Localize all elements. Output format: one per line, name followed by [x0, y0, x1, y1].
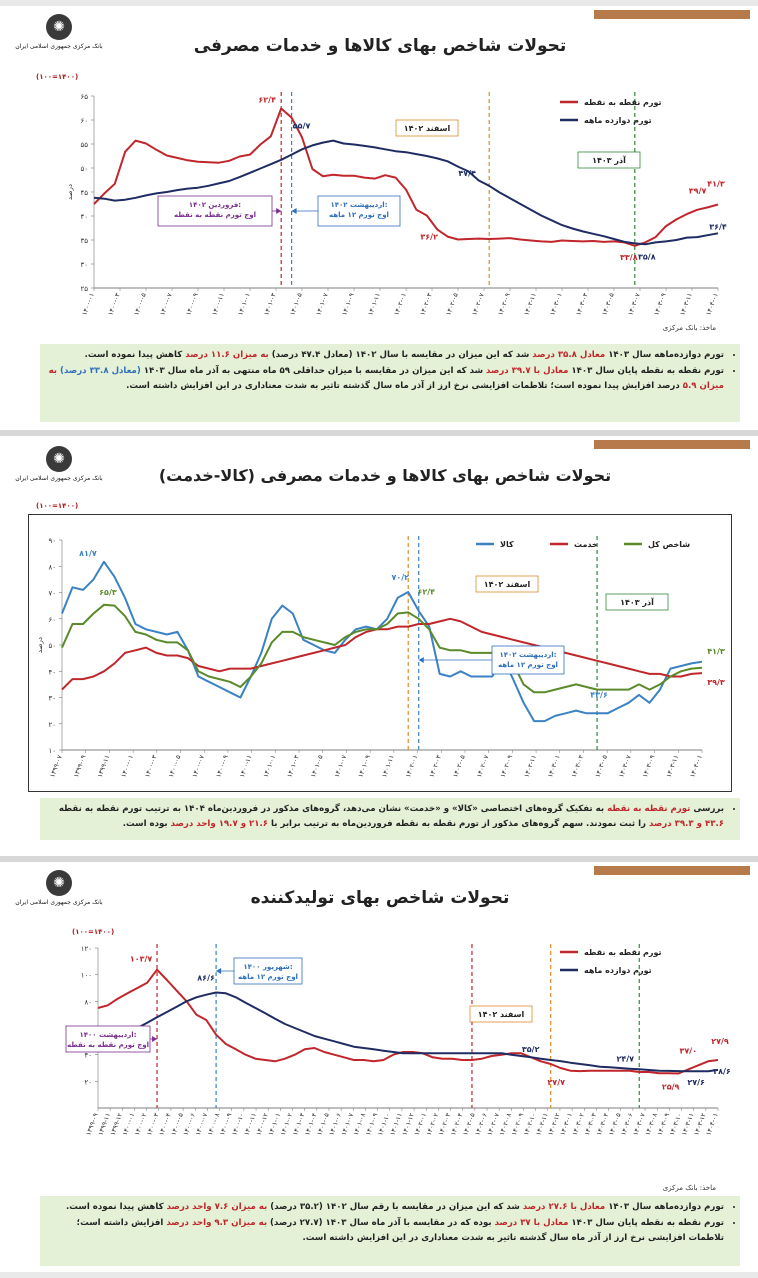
summary-text: کاهش پیدا نموده است.: [66, 1202, 167, 1212]
summary-text: تورم نقطه به نقطه: [607, 804, 691, 814]
summary-text: شد که این میزان در مقایسه با رقم سال ۱۴۰۲ (۳۵.۲ درصد): [267, 1202, 523, 1212]
data-label: ۴۱/۳: [707, 646, 725, 656]
data-label: ۸۱/۷: [79, 548, 97, 558]
x-tick-label: ۱۴۰۱-۰۹: [340, 291, 356, 317]
y-tick-label: ۲۵: [80, 285, 88, 293]
x-tick-label: ۱۴۰۳-۰۱: [548, 291, 564, 317]
callout-arrowhead: [216, 968, 221, 974]
summary-text: معادل با ۳۷ درصد: [494, 1218, 569, 1228]
x-tick-label: ۱۴۰۱-۰۵: [309, 753, 325, 779]
y-tick-label: ۷۰: [48, 589, 56, 598]
x-tick-label: ۱۳۹۹-۰۷: [48, 753, 64, 779]
emblem-icon: ✺: [46, 14, 72, 40]
summary-bullet: [48, 348, 724, 363]
x-tick-label: ۱۴۰۳-۰۳: [569, 753, 586, 779]
x-tick-label: ۱۴۰۰-۰۹: [184, 291, 200, 317]
summary-text: تورم دوازده‌ماهه سال ۱۴۰۳: [605, 350, 724, 360]
x-tick-label: ۱۴۰۴-۰۱: [688, 753, 704, 779]
x-tick-label: ۱۴۰۰-۱۲: [254, 1111, 271, 1137]
bank-logo: [14, 870, 104, 906]
data-label: ۶۲/۴: [417, 587, 436, 597]
x-tick-label: ۱۴۰۰-۰۳: [106, 291, 122, 317]
legend-label: تورم دوازده ماهه: [584, 966, 652, 975]
x-tick-label: ۱۴۰۴-۰۱: [704, 291, 720, 317]
x-tick-label: ۱۴۰۳-۱۱: [680, 1111, 696, 1137]
x-tick-label: ۱۴۰۳-۰۹: [655, 1111, 672, 1137]
callout-arrowhead: [419, 657, 424, 663]
x-tick-label: ۱۴۰۲-۰۹: [509, 1111, 526, 1137]
callout-arrowhead: [292, 208, 297, 214]
source-note: ماخذ: بانک مرکزی: [662, 1184, 716, 1192]
page-title: تحولات شاخص بهای تولیدکننده: [250, 888, 510, 908]
bank-name: بانک مرکزی جمهوری اسلامی ایران: [15, 43, 103, 50]
x-tick-label: ۱۴۰۱-۰۱: [266, 1111, 283, 1137]
data-label: ۱۰۳/۷: [129, 954, 153, 964]
x-tick-label: ۱۳۹۹-۰۹: [72, 753, 88, 779]
x-tick-label: ۱۴۰۱-۰۳: [285, 753, 301, 779]
y-tick-label: ۶۵: [80, 93, 88, 101]
data-label: ۴۷/۴: [458, 168, 476, 178]
data-label: ۳۵/۸: [638, 252, 656, 262]
x-tick-label: ۱۴۰۳-۰۴: [594, 1111, 611, 1137]
data-label: ۲۷/۷: [547, 1078, 566, 1088]
x-tick-label: ۱۴۰۰-۰۷: [158, 291, 174, 317]
x-tick-label: ۱۴۰۱-۰۵: [288, 291, 304, 317]
x-tick-label: ۱۴۰۳-۱۲: [692, 1111, 708, 1137]
x-tick-label: ۱۴۰۲-۰۷: [475, 753, 491, 779]
summary-text: تورم نقطه به نقطه پایان سال ۱۴۰۳: [568, 366, 724, 376]
y-tick-label: ۹۰: [48, 537, 56, 545]
callout-text: اردیبهشت ۱۴۰۲:: [330, 201, 388, 209]
x-tick-label: ۱۴۰۲-۰۶: [473, 1111, 489, 1137]
data-label: ۶۵/۳: [99, 587, 117, 597]
x-tick-label: ۱۴۰۲-۱۱: [534, 1111, 550, 1137]
summary-text: را ثبت نمودند. سهم گروه‌های مذکور از تورم نقطه به نقطه فروردین‌ماه به ترتیب برابر با: [268, 819, 650, 829]
data-label: ۲۷/۹: [711, 1037, 729, 1046]
callout-text: اردیبهشت ۱۴۰۰:: [79, 1031, 137, 1039]
y-tick-label: ۴۰: [84, 1051, 92, 1060]
y-axis-label: درصد: [36, 636, 44, 654]
index-base-label: (۱۰۰=۱۴۰۰): [36, 73, 79, 81]
summary-text: شد که این میزان در مقایسه با میزان حداقلی ۵۹ ماه منتهی به آذر ماه سال ۱۴۰۳: [140, 366, 487, 376]
x-tick-label: ۱۴۰۲-۰۷: [470, 291, 486, 317]
event-label: آذر ۱۴۰۳: [620, 598, 654, 607]
x-tick-label: ۱۴۰۳-۰۵: [593, 753, 610, 779]
legend-label: کالا: [500, 540, 514, 549]
x-tick-label: ۱۴۰۲-۰۵: [451, 753, 467, 779]
summary-text: درصد افزایش پیدا نموده است؛ تلاطمات افزایشی نرخ ارز از آذر ماه سال گذشته تاثیر به شدت معناداری در این افزایش داشته است.: [126, 381, 683, 391]
data-label: ۳۶/۲: [420, 232, 438, 242]
x-tick-label: ۱۴۰۰-۰۴: [157, 1111, 173, 1137]
callout-text: اوج تورم نقطه به نقطه: [173, 211, 257, 219]
summary-text: بوده است.: [122, 819, 171, 829]
y-axis-label: درصد: [66, 183, 74, 201]
data-label: ۴۱/۳: [707, 179, 725, 189]
callout-text: شهریور ۱۴۰۰:: [243, 963, 293, 971]
x-tick-label: ۱۴۰۱-۰۴: [303, 1111, 319, 1137]
y-tick-label: ۱۰۰: [80, 971, 92, 980]
slide-cpi-goods-services: [0, 436, 758, 856]
summary-text: کاهش پیدا نموده است.: [84, 350, 186, 360]
y-tick-label: ۳۵: [80, 237, 88, 245]
summary-text: ۲۱.۶ و ۱۹.۷ واحد درصد: [170, 819, 269, 829]
y-tick-label: ۵۵: [80, 141, 88, 149]
x-tick-label: ۱۴۰۲-۰۲: [424, 1111, 441, 1137]
x-tick-label: ۱۴۰۰-۰۷: [193, 1111, 210, 1137]
x-tick-label: ۱۴۰۱-۱۱: [366, 291, 382, 317]
index-base-label: (۱۰۰=۱۴۰۰): [72, 928, 115, 936]
summary-text: شد که این میزان در مقایسه با سال ۱۴۰۲ (معادل ۴۷.۴ درصد): [268, 350, 533, 360]
x-tick-label: ۱۴۰۱-۰۹: [364, 1111, 380, 1137]
x-tick-label: ۱۴۰۰-۰۶: [181, 1111, 198, 1137]
data-label: ۳۵/۲: [521, 1045, 540, 1054]
x-tick-label: ۱۴۰۳-۰۳: [582, 1111, 599, 1137]
x-tick-label: ۱۴۰۳-۰۵: [600, 291, 616, 317]
x-tick-label: ۱۴۰۲-۰۷: [485, 1111, 502, 1137]
emblem-icon: ✺: [46, 870, 72, 896]
x-tick-label: ۱۴۰۰-۱۱: [210, 291, 226, 317]
x-tick-label: ۱۴۰۱-۰۷: [314, 291, 330, 317]
x-tick-label: ۱۴۰۲-۰۳: [418, 291, 434, 317]
x-tick-label: ۱۴۰۳-۰۱: [558, 1111, 574, 1137]
series-line-2: [62, 605, 702, 693]
page-title: تحولات شاخص بهای کالاها و خدمات مصرفی: [193, 36, 567, 56]
slide-ppi: [0, 862, 758, 1272]
x-tick-label: ۱۴۰۰-۰۱: [120, 1111, 137, 1137]
x-tick-label: ۱۴۰۳-۰۹: [640, 753, 657, 779]
summary-text: افزایش داشته است؛ تلاطمات افزایشی نرخ ارز از آذر ماه سال گذشته تاثیر به شدت معناداری در این افزایش داشته است.: [76, 1218, 724, 1243]
summary-bullet: [48, 364, 724, 394]
x-tick-label: ۱۴۰۱-۰۳: [262, 291, 278, 317]
x-tick-label: ۱۴۰۲-۰۱: [412, 1111, 429, 1137]
series-line-1: [62, 619, 702, 690]
index-base-label: (۱۰۰=۱۴۰۰): [36, 502, 79, 510]
x-tick-label: ۱۴۰۰-۰۸: [205, 1111, 222, 1137]
summary-box: [40, 1196, 740, 1266]
x-tick-label: ۱۴۰۰-۰۱: [80, 291, 96, 317]
y-tick-label: ۳۰: [48, 694, 56, 703]
summary-text: (معادل ۳۳.۸ درصد): [60, 366, 141, 376]
x-tick-label: ۱۴۰۳-۰۷: [617, 753, 633, 779]
x-tick-label: ۱۴۰۱-۰۲: [278, 1111, 295, 1137]
x-tick-label: ۱۴۰۲-۱۱: [522, 753, 538, 779]
x-tick-label: ۱۴۰۰-۰۹: [214, 753, 230, 779]
y-tick-label: ۲۰: [84, 1078, 92, 1087]
summary-bullet: [48, 1216, 724, 1246]
x-tick-label: ۱۴۰۱-۰۷: [339, 1111, 356, 1137]
x-tick-label: ۱۴۰۱-۰۳: [291, 1111, 307, 1137]
x-tick-label: ۱۴۰۲-۰۸: [497, 1111, 514, 1137]
summary-text: به میزان ۱۱.۶ درصد: [185, 350, 269, 360]
data-label: ۶۲/۴: [258, 95, 276, 105]
x-tick-label: ۱۴۰۲-۱۱: [522, 291, 538, 317]
data-label: ۸۶/۶: [197, 973, 215, 983]
summary-text: ۴۳.۶ و ۳۹.۳ درصد: [649, 819, 724, 829]
summary-text: بوده که در مقایسه با آذر ماه سال ۱۴۰۳ (۲۷.۷ درصد): [267, 1218, 495, 1228]
callout-arrowhead: [276, 208, 281, 214]
data-label: ۷۰/۲: [391, 572, 410, 582]
callout-text: اوج تورم ۱۲ ماهه: [329, 211, 389, 219]
y-tick-label: ۵۰: [80, 165, 88, 173]
summary-box: [40, 344, 740, 422]
legend-label: تورم نقطه به نقطه: [584, 948, 662, 957]
callout-text: اوج تورم ۱۲ ماهه: [498, 661, 558, 669]
x-tick-label: ۱۴۰۰-۰۲: [133, 1111, 149, 1137]
legend-label: تورم نقطه به نقطه: [584, 98, 662, 107]
x-tick-label: ۱۴۰۱-۰۹: [356, 753, 373, 779]
summary-text: معادل با ۳۹.۷ درصد: [486, 366, 569, 376]
callout-arrowhead: [152, 1036, 157, 1042]
x-tick-label: ۱۴۰۰-۰۵: [169, 1111, 185, 1137]
x-tick-label: ۱۴۰۳-۰۶: [619, 1111, 635, 1137]
summary-text: تورم دوازده‌ماهه سال ۱۴۰۳: [605, 1202, 724, 1212]
x-tick-label: ۱۴۰۰-۰۷: [190, 753, 207, 779]
summary-text: به تفکیک گروه‌های اختصاصی «کالا» و «خدمت» نشان می‌دهد، گروه‌های مذکور در فروردین‌ماه ۱۴۰۴ به ترتیب تورم نقطه به نقطه: [58, 804, 608, 814]
x-tick-label: ۱۴۰۱-۰۶: [327, 1111, 344, 1137]
page-title: تحولات شاخص بهای کالاها و خدمات مصرفی (کالا-خدمت): [158, 466, 612, 485]
x-tick-label: ۱۴۰۲-۰۳: [436, 1111, 453, 1137]
legend-label: شاخص کل: [648, 540, 691, 549]
data-label: ۲۵/۹: [661, 1082, 680, 1092]
y-tick-label: ۸۰: [48, 563, 56, 572]
x-tick-label: ۱۴۰۰-۱۱: [238, 753, 254, 779]
legend-label: خدمت: [574, 540, 598, 549]
x-tick-label: ۱۴۰۲-۰۵: [461, 1111, 477, 1137]
x-tick-label: ۱۴۰۲-۰۱: [392, 291, 408, 317]
callout-text: اوج تورم ۱۲ ماهه: [238, 973, 298, 981]
summary-text: معادل با ۲۷.۶ درصد: [522, 1202, 606, 1212]
decor-strip: [594, 440, 750, 449]
callout-text: فروردین ۱۴۰۲:: [188, 201, 242, 209]
event-label: آذر ۱۴۰۳: [592, 156, 626, 165]
x-tick-label: ۱۴۰۲-۱۰: [522, 1111, 538, 1137]
x-tick-label: ۱۴۰۱-۱۱: [380, 753, 396, 779]
data-label: ۵۵/۷: [292, 121, 311, 131]
y-tick-label: ۶۰: [48, 615, 56, 624]
x-tick-label: ۱۴۰۳-۰۷: [626, 291, 642, 317]
x-tick-label: ۱۴۰۳-۰۹: [652, 291, 668, 317]
x-tick-label: ۱۴۰۰-۰۳: [145, 1111, 161, 1137]
x-tick-label: ۱۴۰۳-۰۵: [607, 1111, 623, 1137]
event-label: اسفند ۱۴۰۲: [477, 1010, 525, 1019]
data-label: ۳۳/۸: [620, 252, 638, 262]
summary-text: به میزان ۷.۶ واحد درصد: [166, 1202, 268, 1212]
x-tick-label: ۱۴۰۲-۰۳: [427, 753, 444, 779]
x-tick-label: ۱۴۰۴-۰۱: [704, 1111, 720, 1137]
x-tick-label: ۱۴۰۱-۰۱: [261, 753, 278, 779]
slide-cpi-overview: [0, 6, 758, 430]
summary-text: به میزان ۹.۳ واحد درصد: [166, 1218, 268, 1228]
data-label: ۳۶/۴: [709, 222, 727, 232]
x-tick-label: ۱۴۰۱-۰۸: [351, 1111, 368, 1137]
y-tick-label: ۴۵: [80, 189, 88, 197]
x-tick-label: ۱۴۰۲-۰۱: [403, 753, 420, 779]
x-tick-label: ۱۴۰۰-۱۱: [242, 1111, 258, 1137]
x-tick-label: ۱۴۰۱-۰۵: [315, 1111, 331, 1137]
x-tick-label: ۱۴۰۰-۰۵: [132, 291, 148, 317]
y-tick-label: ۱۰: [48, 747, 56, 755]
y-tick-label: ۳۰: [80, 261, 88, 269]
callout-text: اوج تورم نقطه به نقطه: [66, 1041, 150, 1049]
bank-name: بانک مرکزی جمهوری اسلامی ایران: [15, 899, 103, 906]
summary-text: بررسی: [690, 804, 724, 814]
x-tick-label: ۱۴۰۳-۰۷: [631, 1111, 647, 1137]
x-tick-label: ۱۳۹۹-۱۱: [95, 753, 112, 779]
x-tick-label: ۱۴۰۰-۱۰: [230, 1111, 246, 1137]
x-tick-label: ۱۴۰۰-۰۱: [119, 753, 135, 779]
x-tick-label: ۱۴۰۲-۱۲: [546, 1111, 562, 1137]
decor-strip: [594, 10, 750, 19]
x-tick-label: ۱۴۰۱-۱۲: [400, 1111, 416, 1137]
y-tick-label: ۱۲۰: [80, 945, 92, 953]
x-tick-label: ۱۴۰۳-۰۲: [570, 1111, 587, 1137]
x-tick-label: ۱۴۰۲-۰۴: [449, 1111, 465, 1137]
y-tick-label: ۶۰: [80, 117, 88, 125]
x-tick-label: ۱۴۰۱-۱۰: [376, 1111, 392, 1137]
x-tick-label: ۱۴۰۳-۱۱: [678, 291, 694, 317]
event-label: اسفند ۱۴۰۲: [403, 124, 451, 133]
x-tick-label: ۱۳۹۹-۱۱: [96, 1111, 113, 1137]
x-tick-label: ۱۴۰۰-۰۵: [166, 753, 183, 779]
chart-cpi-inflation: [0, 82, 758, 342]
y-tick-label: ۲۰: [48, 720, 56, 729]
y-tick-label: ۸۰: [84, 998, 92, 1007]
summary-text: معادل ۳۵.۸ درصد: [532, 350, 606, 360]
data-label: ۲۷/۶: [687, 1078, 705, 1088]
summary-text: تورم نقطه به نقطه پایان سال ۱۴۰۳: [568, 1218, 724, 1228]
x-tick-label: ۱۴۰۲-۰۵: [444, 291, 460, 317]
x-tick-label: ۱۴۰۳-۱۰: [667, 1111, 684, 1137]
summary-bullet: [48, 802, 724, 832]
source-note: ماخذ: بانک مرکزی: [662, 324, 716, 332]
data-label: ۳۷/۰: [679, 1046, 698, 1056]
bank-logo: [14, 14, 104, 50]
x-tick-label: ۱۴۰۳-۰۸: [643, 1111, 660, 1137]
summary-box: [40, 798, 740, 840]
bank-logo: [14, 446, 104, 482]
x-tick-label: ۱۴۰۰-۰۳: [143, 753, 159, 779]
x-tick-label: ۱۴۰۳-۰۱: [546, 753, 562, 779]
x-tick-label: ۱۴۰۲-۰۹: [498, 753, 515, 779]
summary-bullet: [48, 1200, 724, 1215]
callout-text: اردیبهشت ۱۴۰۲:: [499, 651, 557, 659]
x-tick-label: ۱۴۰۰-۰۹: [218, 1111, 234, 1137]
x-tick-label: ۱۴۰۳-۰۳: [574, 291, 590, 317]
x-tick-label: ۱۴۰۱-۰۷: [332, 753, 349, 779]
decor-strip: [594, 866, 750, 875]
event-label: اسفند ۱۴۰۲: [483, 580, 531, 589]
y-tick-label: ۴۰: [48, 668, 56, 677]
x-tick-label: ۱۳۹۹-۰۹: [84, 1111, 100, 1137]
x-tick-label: ۱۴۰۱-۰۱: [236, 291, 252, 317]
x-tick-label: ۱۳۹۹-۱۲: [108, 1111, 125, 1137]
data-label: ۴۳/۶: [590, 690, 608, 700]
data-label: ۲۸/۶: [713, 1066, 731, 1076]
x-tick-label: ۱۴۰۳-۱۱: [664, 753, 681, 779]
bank-name: بانک مرکزی جمهوری اسلامی ایران: [15, 475, 103, 482]
summary-text: به میزان ۵.۹: [48, 366, 724, 391]
legend-label: تورم دوازده ماهه: [584, 116, 652, 125]
x-tick-label: ۱۴۰۱-۱۱: [388, 1111, 404, 1137]
data-label: ۲۴/۷: [616, 1054, 635, 1064]
y-tick-label: ۵۰: [48, 642, 56, 650]
x-tick-label: ۱۴۰۲-۰۹: [496, 291, 512, 317]
chart-goods-services: [0, 518, 758, 788]
y-tick-label: ۴۰: [80, 213, 88, 221]
data-label: ۳۹/۷: [688, 186, 707, 196]
data-label: ۳۹/۳: [707, 678, 725, 688]
emblem-icon: ✺: [46, 446, 72, 472]
chart-ppi-inflation: [0, 936, 758, 1186]
